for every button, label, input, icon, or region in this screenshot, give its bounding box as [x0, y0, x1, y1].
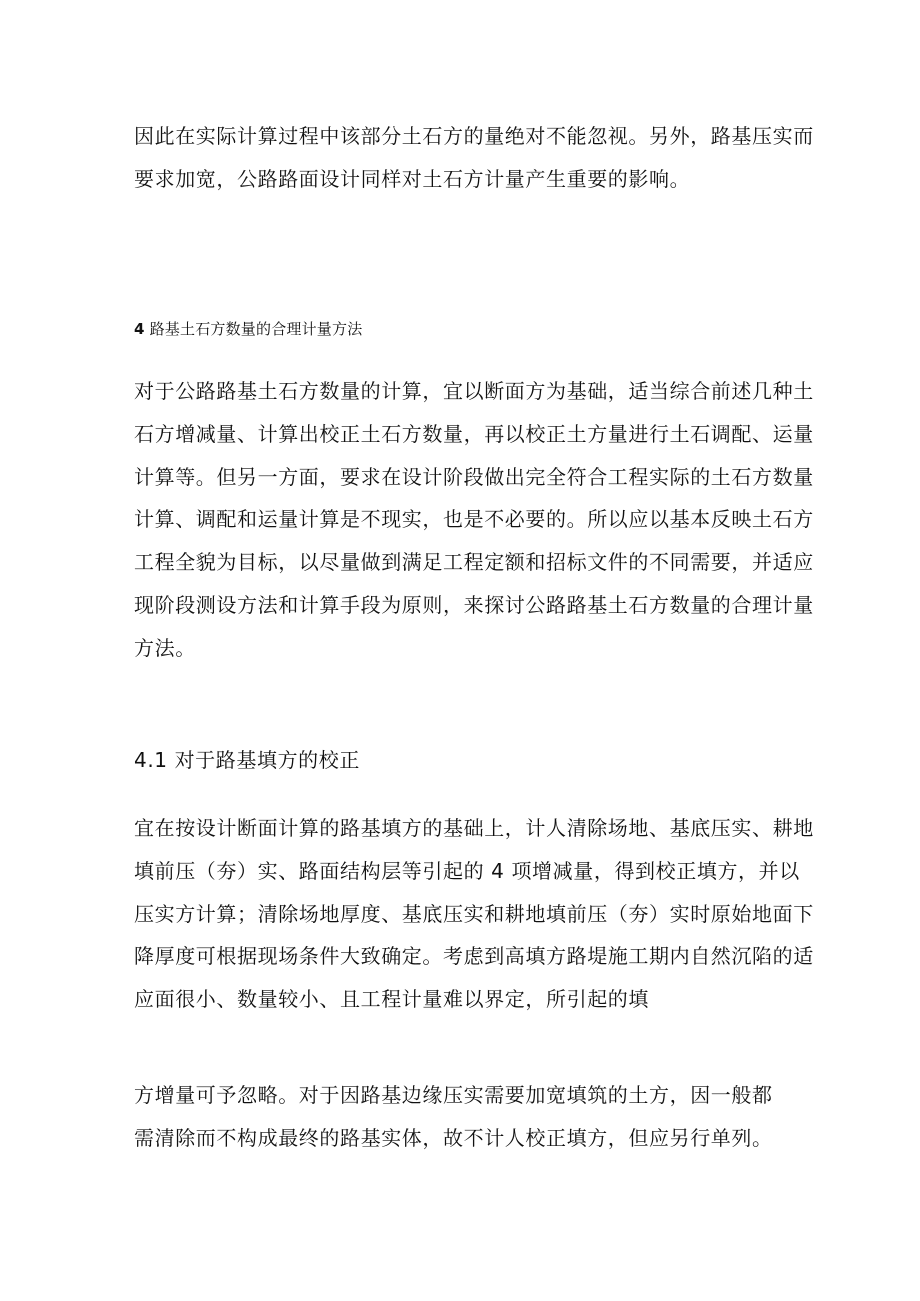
text-line: 压实方计算；清除场地厚度、基底压实和耕地填前压（夯）实时原始地面下	[134, 901, 814, 926]
text-line: 因此在实际计算过程中该部分土石方的量绝对不能忽视。另外，路基压实而	[134, 124, 814, 148]
paragraph-section-4	[134, 370, 814, 670]
text-line: 计算等。但另一方面，要求在设计阶段做出完全符合工程实际的土石方数量	[134, 464, 814, 489]
text-line: 石方增减量、计算出校正土石方数量，再以校正土方量进行土石调配、运量	[134, 421, 814, 446]
text-line: 宜在按设计断面计算的路基填方的基础上，计人清除场地、基底压实、耕地	[134, 816, 814, 840]
paragraph-section-4-1	[134, 807, 814, 1021]
text-line: 要求加宽，公路路面设计同样对土石方计量产生重要的影响。	[134, 166, 691, 191]
text-line: 对于公路路基土石方数量的计算，宜以断面方为基础，适当综合前述几种土	[134, 379, 814, 403]
text-line: 计算、调配和运量计算是不现实，也是不必要的。所以应以基本反映土石方	[134, 507, 814, 532]
text-line: 需清除而不构成最终的路基实体，故不计人校正填方，但应另行单列。	[134, 1125, 773, 1150]
text-line: 降厚度可根据现场条件大致确定。考虑到高填方路堤施工期内自然沉陷的适	[134, 944, 814, 969]
text-line: 方法。	[134, 635, 196, 660]
paragraph-intro	[134, 115, 814, 201]
text-line: 方增量可予忽略。对于因路基边缘压实需要加宽填筑的土方，因一般都	[134, 1083, 773, 1107]
text-line: 填前压（夯）实、路面结构层等引起的 4 项增减量，得到校正填方，并以	[134, 858, 800, 883]
section-4-number: 4	[134, 320, 145, 338]
section-4-title: 路基土石方数量的合理计量方法	[149, 320, 363, 338]
text-line: 工程全貌为目标，以尽量做到满足工程定额和招标文件的不同需要，并适应	[134, 550, 814, 575]
paragraph-continuation	[134, 1074, 794, 1160]
text-line: 现阶段测设方法和计算手段为原则，来探讨公路路基土石方数量的合理计量	[134, 592, 814, 617]
section-4-1-heading: 4.1 对于路基填方的校正	[134, 748, 360, 772]
text-line: 应面很小、数量较小、且工程计量难以界定，所引起的填	[134, 987, 649, 1012]
section-4-heading	[134, 318, 362, 340]
